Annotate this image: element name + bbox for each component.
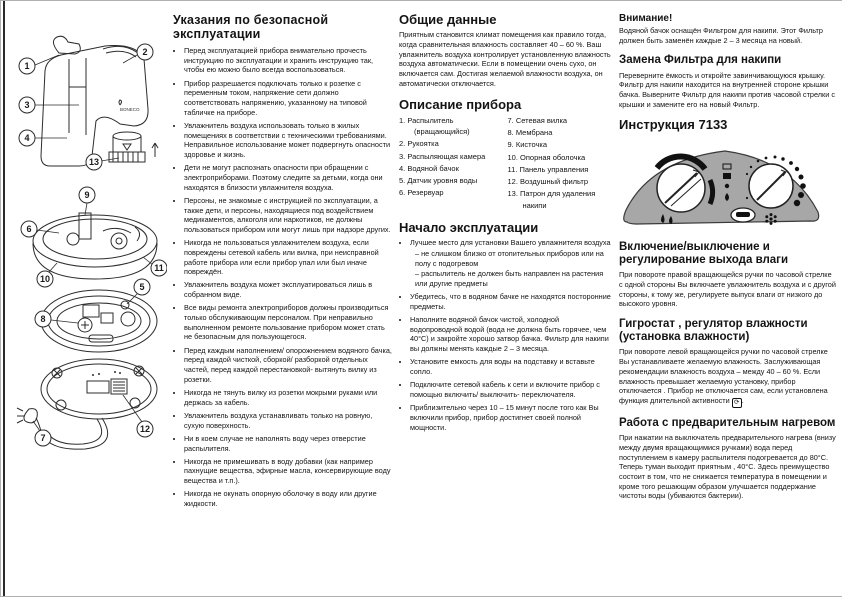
start-section [399,221,611,432]
list-item: • Дети не могут распознать опасности при обращении с электроприборами. Поэтому следите за детьми, когда они находятся в близости увлажнителя воздуха. [184,163,393,192]
svg-text:4: 4 [24,133,30,143]
hygrostat-body: При повороте левой вращающейся ручки по часовой стрелке Вы устанавливаете желаемую влажность. Заслуживающая рекомендации влажность воздуха – между 40 – 60 %. Если влажность превышает желаемую установку, прибор отключается . Прибор не отключается сам, если установлена функция длительной активности ⟳ . [619,347,828,406]
filter-title: Замена Фильтра для накипи [619,54,782,67]
filter-section [619,54,837,109]
list-item: 11. Панель управления [507,164,589,174]
general-body: Приятным становится климат помещения как правило тогда, когда сравнительная влажность составляет 40 – 60 %. Ваш увлажнитель воздуха контролирует установленную влажность воздуха автоматически. Если в помещении очень сухо, он включается сам. Достигая желаемой влажности воздуха, он автоматически отключается. [399,30,611,88]
list-item: • Персоны, не знакомые с инструкцией по эксплуатации, а также дети, и персоны, находящиеся под воздействием медикаментов, алкоголя или наркотиков, не должны пользоваться прибором или могут лишь при надзоре других. [184,196,393,235]
onoff-body: При повороте правой вращающейся ручки по часовой стрелке с одной стороны Вы включаете увлажнитель воздуха и с другой стороны, к тому же, регулируете выпуск влаги от низкого до высокого уровня. [619,270,836,309]
preheat-section [619,417,837,501]
list-item: 5. Датчик уровня воды [399,176,478,186]
callout-8 [35,311,78,327]
general-title: Общие данные [399,12,497,27]
list-item: 7. Сетевая вилка [507,115,568,125]
list-item: 13. Патрон для удаления накипи [507,189,596,210]
list-item: • Никогда не окунать опорную оболочку в воду или другие жидкости. [184,489,393,508]
continuous-mode-inline-icon: ⟳ [732,398,742,408]
device-diagrams-svg [7,17,167,492]
scan-edge-line [3,1,5,596]
onoff-section [619,241,837,309]
svg-text:11: 11 [154,263,164,273]
parts-list-right [508,115,612,211]
callout-3 [19,97,79,113]
list-item: 1. Распылитель (вращающийся) [399,115,470,137]
hygrostat-title: Гигростат , регулятор влажности (установка влажности) [619,317,808,344]
callout-12 [123,395,153,437]
power-plug [17,408,37,423]
onoff-title: Включение/выключение и регулирование выхода влаги [619,240,789,266]
callout-9 [79,187,95,215]
callout-10 [37,263,57,287]
list-item: 4. Водяной бачок [399,163,459,173]
middle-column [399,13,611,441]
safety-column [173,13,393,512]
list-item: • Никогда не пользоваться увлажнителем воздуха, если повреждены сетевой кабель или вилка, при неисправной работе прибора или если прибор упал или был иначе повреждён. [184,238,393,277]
safety-bullet-list [173,46,393,509]
sub-list-item: – распылитель не должен быть направлен на растения или другие предметы [415,269,611,288]
svg-text:2: 2 [142,47,148,57]
description-title: Описание прибора [399,96,522,112]
right-column [619,13,837,510]
list-item: 12. Воздушный фильтр [507,177,588,187]
sub-list-item: – не слишком близко от отопительных приборов или на полу с подогревом [415,249,611,268]
start-title: Начало эксплуатации [399,219,539,235]
filter-body: Переверните ёмкость и откройте завинчивающуюся крышку. Фильтр для накипи находится на внутренней стороне крышки бачка. Выверните Фильтр для накипи против часовой стрелки с крышки и замените его на новый Фильтр. [619,70,835,109]
list-item: • Перед каждым наполнением/ опорожнением водяного бачка, перед каждой чисткой, сборкой/ разборкой отдельных частей, перед каждой перестановкой- вытянуть вилку из розетки. [184,346,393,385]
logo-bird-icon [119,100,122,105]
device-figures [7,17,167,492]
control-panel-figure [619,136,837,232]
callout-4 [19,130,67,146]
instruction-title: Инструкция 7133 [619,117,728,133]
list-item: • Увлажнитель воздуха устанавливать только на ровную, сухую поверхность. [184,411,393,430]
control-panel-svg [619,136,825,232]
attention-section [619,13,837,45]
list-item: • Увлажнитель воздуха использовать только в жилых помещениях в соответствии с техническими требованиями. Неправильное использование может подвергнуть опасности здоровье и жизнь. [184,121,393,160]
list-item: • Ни в коем случае не наполнять воду через отверстие распылителя. [184,434,393,453]
list-item: • Установите емкость для воды на подставку и вставьте сопло. [410,357,611,376]
safety-title: Указания по безопасной эксплуатации [173,13,329,41]
list-item: • Никогда не тянуть вилку из розетки мокрыми руками или держась за кабель. [184,388,393,407]
svg-text:1: 1 [24,61,30,71]
list-item: 10. Опорная оболочка [507,152,586,162]
sub-list [410,249,611,289]
general-section [399,13,611,89]
list-item: • Никогда не примешивать в воду добавки (как например пахнущие вещества, эфирные масла, консервирующие воду вещества и т.п.). [184,457,393,486]
callout-5 [127,279,150,304]
list-item: • Подключите сетевой кабель к сети и включите прибор с помощью включить/ выключить- переключателя. [410,380,611,399]
list-item: • Убедитесь, что в водяном бачке не находятся посторонние предметы. [410,292,611,311]
device-parts-list [399,115,611,212]
svg-text:8: 8 [40,314,46,324]
list-item: • Прибор разрешается подключать только к розетке с переменным током, напряжение сети должно соответствовать напряжению, указанному на типовой табличке на приборе. [184,79,393,118]
boneco-logo: BONECO [120,107,140,112]
svg-text:12: 12 [139,424,151,434]
list-item: 8. Мембрана [507,128,553,138]
list-item: • Увлажнитель воздуха может эксплуатироваться лишь в собранном виде. [184,280,393,299]
attention-body: Водяной бачок оснащён Фильтром для накипи. Этот Фильтр должен быть заменён каждые 2 – 3 месяца на новый. [619,26,823,45]
list-item: 2. Рукоятка [399,139,439,149]
preheat-title: Работа с предварительным нагревом [619,416,836,429]
list-item: • Наполните водяной бачок чистой, холодной водопроводной водой (вода не должна быть горячее, чем 40°C) и закройте хорошо затвор бачка. Фильтр для накипи вы должны менять каждые 2 – 3 месяца. [410,315,611,354]
svg-text:9: 9 [84,190,90,200]
callout-1 [19,55,59,74]
preheat-body: При нажатии на выключатель предварительного нагрева (внизу между двумя вращающимися ручками) вода перед поступлением в камеру распылителя подогревается до 80°C. Теперь туман выходит приятным , 40°C. Здесь преимущество состоит в том, что не снижается температура в помещении и кроме того решающим образом улучшается поддержание чистоты воды (убиваются бактерии). [619,433,836,501]
callout-7 [33,421,51,446]
svg-text:5: 5 [139,282,145,292]
list-item: • Перед эксплуатацией прибора внимательно прочесть инструкцию по эксплуатации и хранить инструкцию так, чтобы ею можно было всегда воспользоваться. [184,46,393,75]
instruction-section [619,118,837,231]
description-section [399,98,611,212]
attention-title: Внимание! [619,13,673,24]
svg-text:10: 10 [39,274,51,284]
hygrostat-text: При повороте левой вращающейся ручки по часовой стрелке Вы устанавливаете желаемую влажность. Заслуживающая рекомендации влажность воздуха – между 40 – 60 %. Если влажность превышает желаемую установку, прибор отключается . Прибор не отключается сам, если установлена функция длительной активности [619,347,828,405]
list-item: • Все виды ремонта электроприборов должны производиться только обслуживающим персоналом. При неправильно выполненном ремонте пользование прибором может стать не безопасным для пользующегося. [184,303,393,342]
list-item: • Лучшее место для установки Вашего увлажнителя воздуха – не слишком близко от отопительных приборов или на полу с подогревом – распылитель не должен быть направлен на растения или другие предметы [410,238,611,289]
start-bullet-list [399,238,611,432]
svg-text:13: 13 [88,157,100,167]
list-item: 3. Распыляющая камера [399,151,486,161]
list-item: 9. Кисточка [507,140,548,150]
hygrostat-section [619,318,837,408]
parts-list-left [399,115,503,199]
svg-text:3: 3 [24,100,30,110]
list-item: • Приблизительно через 10 – 15 минут после того как Вы включили прибор, прибор достигнет своей полной мощности. [410,403,611,432]
svg-text:6: 6 [26,224,32,234]
list-item: 6. Резервуар [399,188,444,198]
svg-text:7: 7 [40,433,46,443]
preheat-button [731,208,755,222]
